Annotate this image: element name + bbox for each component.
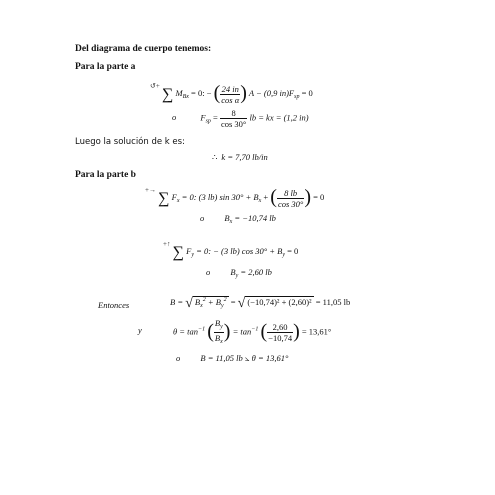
equation-fsp: o $F_{sp}$ = $\frac{8}{\cos 30^\circ}$ lb = kx = (1,2 in) xyxy=(172,108,309,129)
right-arrow-icon: +→ xyxy=(145,186,156,194)
heading-part-b: Para la parte b xyxy=(75,170,136,180)
equation-by: o $B_y = 2,60$ lb xyxy=(206,267,272,279)
label-entonces: Entonces xyxy=(98,300,130,310)
heading-k-solution: Luego la solución de k es: xyxy=(75,137,185,147)
sum-symbol: ∑ xyxy=(158,190,170,207)
sum-symbol: ∑ xyxy=(172,244,184,261)
equation-sum-fy: +↑ ∑ $F_y = 0$: − (3 lb) $\cos 30^\circ + B_y = 0$ xyxy=(163,240,299,261)
equation-moment-bx: ↺+ ∑ $M_{Bx} = 0$: − ( $\frac{24 in}{\text{cos α}}$ ) A − (0,9 $in)F_{sp} = 0$ xyxy=(150,82,313,105)
sum-symbol: ∑ xyxy=(161,86,174,103)
equation-theta: $\theta = \tan^{-1}$ ( $\frac{B_y}{B_x}$ ) = $\tan^{-1}$ ( $\frac{2,60}{-10,74}$ ) = 13,61° xyxy=(173,318,332,345)
equation-final-result: o B = 11,05 lb ⦣ θ = 13,61° xyxy=(176,353,289,363)
heading-part-a: Para la parte a xyxy=(75,62,136,72)
equation-k: ∴ k = 7,70 lb/in xyxy=(212,152,268,162)
equation-bx: o $B_x = -10,74$ lb xyxy=(200,213,276,225)
up-arrow-icon: +↑ xyxy=(163,240,171,248)
equation-sum-fx: +→ ∑ $F_x = 0$: (3 lb) $\sin 30^\circ + B_x$ + ( $\frac{8 lb}{\cos 30^\circ}$ ) = 0 xyxy=(145,186,325,209)
rotation-icon: ↺+ xyxy=(150,82,160,90)
equation-magnitude-b: B = √ $B_x^2 + B_y^2$ = √ (−10,74)² + (2,60)² = 11,05 lb xyxy=(170,296,351,311)
angle-icon: ⦣ xyxy=(244,354,250,363)
label-y: y xyxy=(138,325,142,335)
heading-intro: Del diagrama de cuerpo tenemos: xyxy=(75,44,212,54)
